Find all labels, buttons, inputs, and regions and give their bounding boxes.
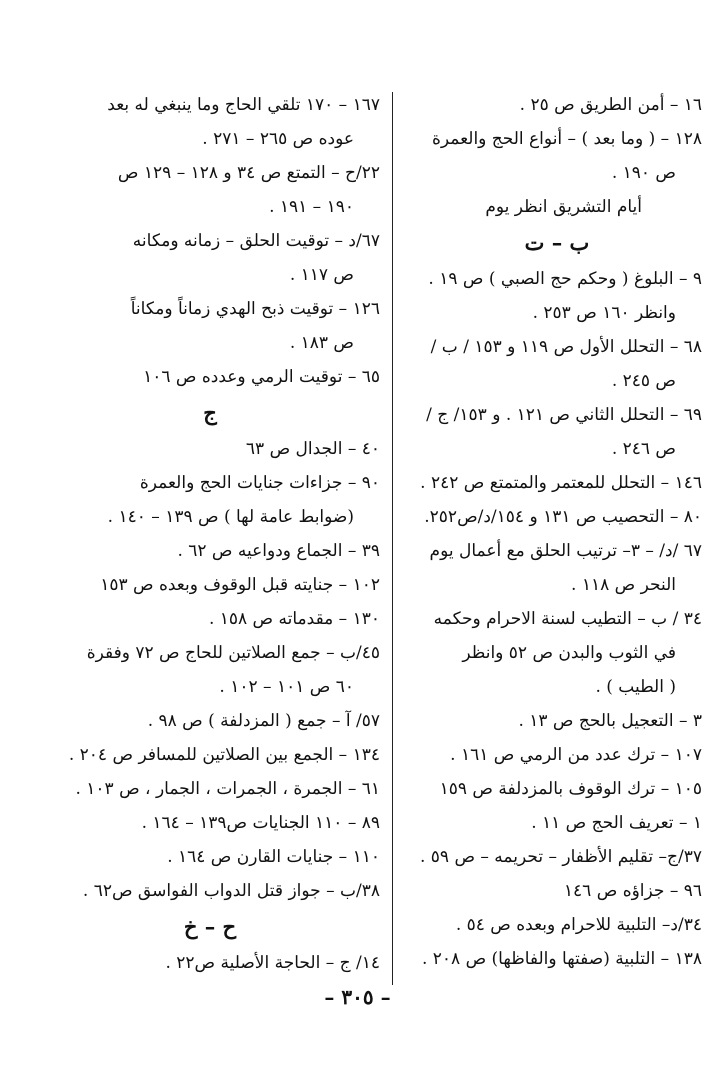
index-entry: ١٤/ ج – الحاجة الأصلية ص٢٢ . xyxy=(165,953,380,973)
index-entry: ٣ – التعجيل بالحج ص ١٣ . xyxy=(518,711,702,731)
index-entry: ١٠٧ – ترك عدد من الرمي ص ١٦١ . xyxy=(450,745,702,765)
index-entry-continuation: النحر ص ١١٨ . xyxy=(571,575,676,595)
index-entry: ١ – تعريف الحج ص ١١ . xyxy=(531,813,702,833)
index-entry: ٨٩ – ١١٠ الجنايات ص١٣٩ – ١٦٤ . xyxy=(141,813,380,833)
index-entry: ١٠٢ – جنايته قبل الوقوف وبعده ص ١٥٣ xyxy=(100,575,380,595)
index-entry-continuation: ٦٠ ص ١٠١ – ١٠٢ . xyxy=(219,677,354,697)
right-column xyxy=(412,88,702,976)
index-entry: ٤٠ – الجدال ص ٦٣ xyxy=(245,439,380,459)
page-number: – ٣٠٥ – xyxy=(324,985,391,1009)
index-entry: ٦١ – الجمرة ، الجمرات ، الجمار ، ص ١٠٣ . xyxy=(75,779,380,799)
index-entry: ١٤٦ – التحلل للمعتمر والمتمتع ص ٢٤٢ . xyxy=(420,473,702,493)
index-entry-continuation: ١٩٠ – ١٩١ . xyxy=(269,197,354,217)
index-entry: ٣٤ / ب – التطيب لسنة الاحرام وحكمه xyxy=(433,609,702,629)
letter-heading-jim: ج xyxy=(203,400,217,425)
index-entry-continuation: عوده ص ٢٦٥ – ٢٧١ . xyxy=(202,129,354,149)
index-entry: ١٦٧ – ١٧٠ تلقي الحاج وما ينبغي له بعد xyxy=(107,95,380,115)
index-entry: ٦٧/د – توقيت الحلق – زمانه ومكانه xyxy=(132,231,380,251)
index-entry: ٣٨/ب – جواز قتل الدواب الفواسق ص٦٢ . xyxy=(82,881,380,901)
index-entry: ٩ – البلوغ ( وحكم حج الصبي ) ص ١٩ . xyxy=(428,269,702,289)
left-column xyxy=(40,88,380,980)
index-entry: ٣٧/ج– تقليم الأظفار – تحريمه – ص ٥٩ . xyxy=(419,847,702,867)
letter-heading-ba-ta: ب – ت xyxy=(524,230,590,255)
index-entry: ٣٩ – الجماع ودواعيه ص ٦٢ . xyxy=(177,541,380,561)
index-entry-continuation: ص ١٩٠ . xyxy=(611,163,676,183)
index-entry-continuation: ص ١١٧ . xyxy=(289,265,354,285)
index-entry: ٨٠ – التحصيب ص ١٣١ و ١٥٤/د/ص٢٥٢. xyxy=(424,507,702,527)
index-entry: ٩٦ – جزاؤه ص ١٤٦ xyxy=(563,881,702,901)
index-entry: ٣٤/د– التلبية للاحرام وبعده ص ٥٤ . xyxy=(455,915,702,935)
index-entry: ٦٨ – التحلل الأول ص ١١٩ و ١٥٣ / ب / xyxy=(430,337,702,357)
index-entry-cross-reference: أيام التشريق انظر يوم xyxy=(485,197,642,217)
index-entry-continuation: ص ١٨٣ . xyxy=(289,333,354,353)
index-entry: ٥٧/ آ – جمع ( المزدلفة ) ص ٩٨ . xyxy=(147,711,380,731)
index-entry: ١٣٠ – مقدماته ص ١٥٨ . xyxy=(208,609,380,629)
index-entry: ١٢٦ – توقيت ذبح الهدي زماناً ومكاناً xyxy=(130,299,380,319)
index-entry: ٦٩ – التحلل الثاني ص ١٢١ . و ١٥٣/ ج / xyxy=(426,405,702,425)
index-entry: ٦٧ /د/ – ٣– ترتيب الحلق مع أعمال يوم xyxy=(429,541,702,561)
index-entry: ١٣٤ – الجمع بين الصلاتين للمسافر ص ٢٠٤ . xyxy=(68,745,380,765)
index-entry-continuation: في الثوب والبدن ص ٥٢ وانظر xyxy=(462,643,676,663)
index-entry: ١٣٨ – التلبية (صفتها والفاظها) ص ٢٠٨ . xyxy=(421,949,702,969)
column-divider xyxy=(392,92,393,985)
index-entry: ١١٠ – جنايات القارن ص ١٦٤ . xyxy=(167,847,380,867)
index-entry: ١٢٨ – ( وما بعد ) – أنواع الحج والعمرة xyxy=(431,129,702,149)
index-entry: ٩٠ – جزاءات جنايات الحج والعمرة xyxy=(139,473,380,493)
index-entry: ١٠٥ – ترك الوقوف بالمزدلفة ص ١٥٩ xyxy=(439,779,702,799)
index-entry: ١٦ – أمن الطريق ص ٢٥ . xyxy=(519,95,702,115)
index-entry: ٦٥ – توقيت الرمي وعدده ص ١٠٦ xyxy=(143,367,380,387)
index-entry: ٤٥/ب – جمع الصلاتين للحاج ص ٧٢ وفقرة xyxy=(86,643,380,663)
index-entry: ٢٢/ح – التمتع ص ٣٤ و ١٢٨ – ١٢٩ ص xyxy=(117,163,380,183)
letter-heading-ha-kha: ح – خ xyxy=(183,914,237,939)
index-entry-continuation: ص ٢٤٥ . xyxy=(611,371,676,391)
index-entry-continuation: (ضوابط عامة لها ) ص ١٣٩ – ١٤٠ . xyxy=(107,507,354,527)
index-entry-continuation: وانظر ١٦٠ ص ٢٥٣ . xyxy=(532,303,676,323)
index-entry-continuation: ص ٢٤٦ . xyxy=(611,439,676,459)
index-entry-continuation: ( الطيب ) . xyxy=(595,677,676,697)
